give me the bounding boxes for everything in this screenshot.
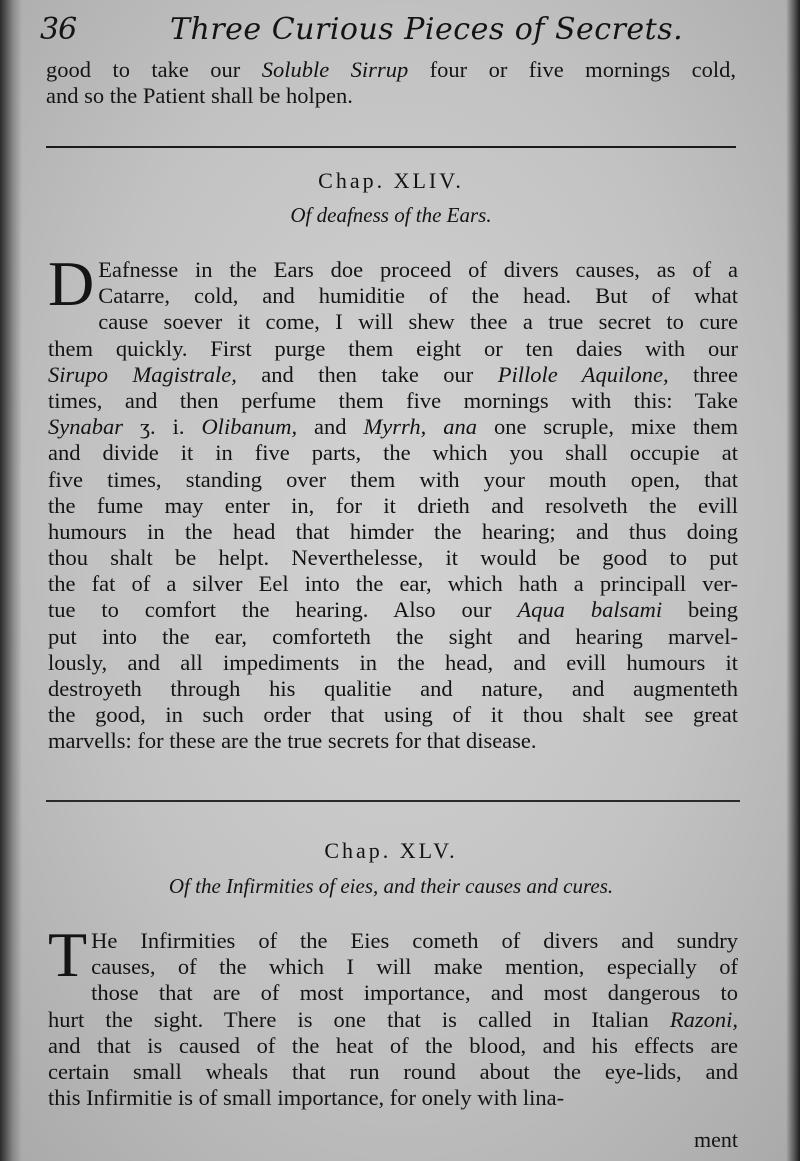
- text-line: lously, and all impediments in the head, and evill humours it: [48, 649, 738, 675]
- text-line: and that is caused of the heat of the blood, and his effects are: [48, 1032, 738, 1058]
- running-title: Three Curious Pieces of Secrets.: [170, 12, 684, 47]
- text-line: He Infirmities of the Eies cometh of divers and sundry: [91, 928, 738, 953]
- carry-over-text: [46, 57, 736, 109]
- text-line: hurt the sight. There is one that is called in Italian Razoni,: [48, 1006, 738, 1032]
- text-line: those that are of most importance, and most dangerous to: [91, 980, 738, 1006]
- chapter-heading: Chap. XLIV.: [318, 168, 464, 193]
- text-line: cause soever it come, I will shew thee a true secret to cure: [98, 309, 738, 335]
- text-line: Sirupo Magistrale, and then take our Pillole Aquilone, three: [48, 361, 738, 387]
- text-line: put into the ear, comforteth the sight and hearing marvel-: [48, 623, 738, 649]
- text-line: five times, standing over them with your mouth open, that: [48, 466, 738, 492]
- text-line: times, and then perfume them five mornings with this: Take: [48, 387, 738, 413]
- text-line: marvells: for these are the true secrets for that disease.: [48, 728, 537, 754]
- drop-cap: D: [48, 248, 95, 319]
- text-line: Synabar ʒ. i. Olibanum, and Myrrh, ana one scruple, mixe them: [48, 414, 738, 440]
- text-line: causes, of the which I will make mention, especially of: [91, 954, 738, 980]
- text-line: them quickly. First purge them eight or ten daies with our: [48, 335, 738, 361]
- text-line: thou shalt be helpt. Neverthelesse, it would be good to put: [48, 545, 738, 571]
- text-line: this Infirmitie is of small importance, for onely with lina-: [48, 1085, 565, 1111]
- text-line: humours in the head that himder the hearing; and thus doing: [48, 518, 738, 544]
- page-edge-left: [0, 0, 22, 1161]
- chapter-body: [48, 919, 738, 1111]
- chapter-title: Of deafness of the Ears.: [290, 203, 492, 227]
- page-edge-right: [786, 0, 800, 1161]
- text-line: the fat of a silver Eel into the ear, which hath a principall ver-: [48, 571, 738, 597]
- catchword: ment: [694, 1127, 738, 1152]
- chapter-heading: Chap. XLV.: [324, 838, 458, 863]
- section-divider: [46, 800, 740, 802]
- chapter-body: [48, 248, 738, 755]
- carry-line-1: good to take our Soluble Sirrup four or five mornings cold,: [46, 57, 736, 82]
- page-header: [40, 8, 780, 50]
- carry-line-2: and so the Patient shall be holpen.: [46, 83, 353, 109]
- text-line: destroyeth through his qualitie and nature, and augmenteth: [48, 676, 738, 701]
- drop-cap: T: [48, 919, 88, 990]
- text-line: the fume may enter in, for it drieth and resolveth the evill: [48, 492, 738, 518]
- text-line: and divide it in five parts, the which you shall occupie at: [48, 440, 738, 466]
- text-line: Catarre, cold, and humiditie of the head. But of what: [98, 283, 738, 309]
- text-line: certain small wheals that run round about the eye-lids, and: [48, 1058, 738, 1084]
- section-divider: [46, 146, 736, 148]
- text-line: the good, in such order that using of it thou shalt see great: [48, 702, 738, 728]
- chapter-title: Of the Infirmities of eies, and their causes and cures.: [168, 874, 614, 898]
- page-number: 36: [40, 12, 77, 47]
- text-line: tue to comfort the hearing. Also our Aqua balsami being: [48, 597, 738, 623]
- text-line: Eafnesse in the Ears doe proceed of divers causes, as of a: [98, 257, 738, 282]
